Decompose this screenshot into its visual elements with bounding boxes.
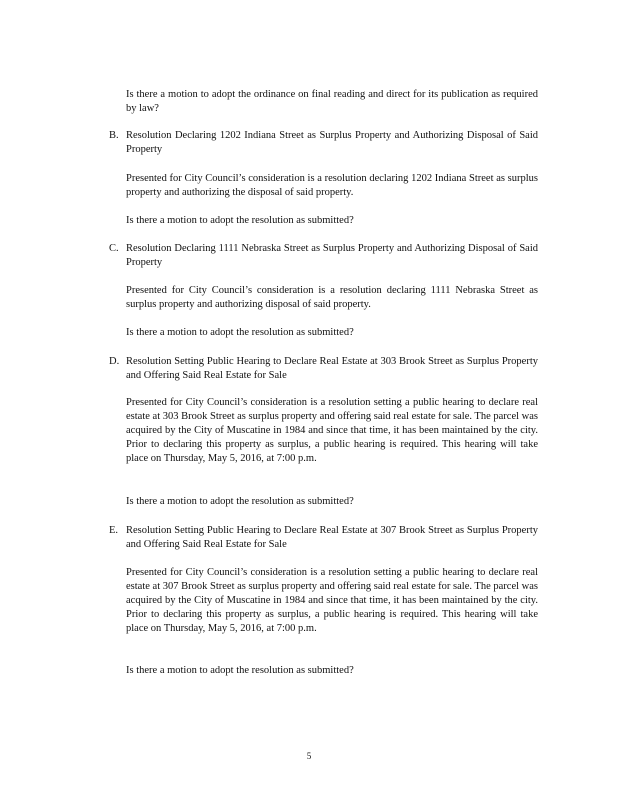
item-e-question: Is there a motion to adopt the resolution as submitted?: [126, 665, 354, 676]
item-e-heading: Resolution Setting Public Hearing to Declare Real Estate at 307 Brook Street as Surplus Property and Offering Said Real Estate for Sale: [126, 525, 538, 550]
page-number: 5: [306, 751, 312, 761]
item-b-letter: B.: [109, 130, 119, 141]
intro-question: Is there a motion to adopt the ordinance on final reading and direct for its publication as required by law?: [126, 89, 538, 114]
item-b-body: Presented for City Council’s consideration is a resolution declaring 1202 Indiana Street as surplus property and authorizing the disposal of said property.: [126, 173, 538, 198]
item-c-question: Is there a motion to adopt the resolution as submitted?: [126, 327, 354, 338]
item-d-letter: D.: [109, 356, 120, 367]
item-d-body: Presented for City Council’s consideration is a resolution setting a public hearing to declare real estate at 303 Brook Street as surplus property and offering said real estate for sale. The parcel was acquired by the City of Muscatine in 1984 and since that time, it has been maintained by the city. Prior to declaring this property as surplus, a public hearing is required. This hearing will take place on Thursday, May 5, 2016, at 7:00 p.m.: [126, 397, 538, 464]
item-b-question: Is there a motion to adopt the resolution as submitted?: [126, 215, 354, 226]
item-e-body: Presented for City Council’s consideration is a resolution setting a public hearing to declare real estate at 307 Brook Street as surplus property and offering said real estate for sale. The parcel was acquired by the City of Muscatine in 1984 and since that time, it has been maintained by the city. Prior to declaring this property as surplus, a public hearing is required. This hearing will take place on Thursday, May 5, 2016, at 7:00 p.m.: [126, 567, 538, 634]
item-d-question: Is there a motion to adopt the resolution as submitted?: [126, 496, 354, 507]
item-c-letter: C.: [109, 243, 119, 254]
item-c-heading: Resolution Declaring 1111 Nebraska Street as Surplus Property and Authorizing Disposal of Said Property: [126, 243, 538, 268]
item-d-heading: Resolution Setting Public Hearing to Declare Real Estate at 303 Brook Street as Surplus Property and Offering Said Real Estate for Sale: [126, 356, 538, 381]
item-c-body: Presented for City Council’s consideration is a resolution declaring 1111 Nebraska Street as surplus property and authorizing disposal of said property.: [126, 285, 538, 310]
item-e-letter: E.: [109, 525, 119, 536]
item-b-heading: Resolution Declaring 1202 Indiana Street as Surplus Property and Authorizing Disposal of Said Property: [126, 130, 538, 155]
